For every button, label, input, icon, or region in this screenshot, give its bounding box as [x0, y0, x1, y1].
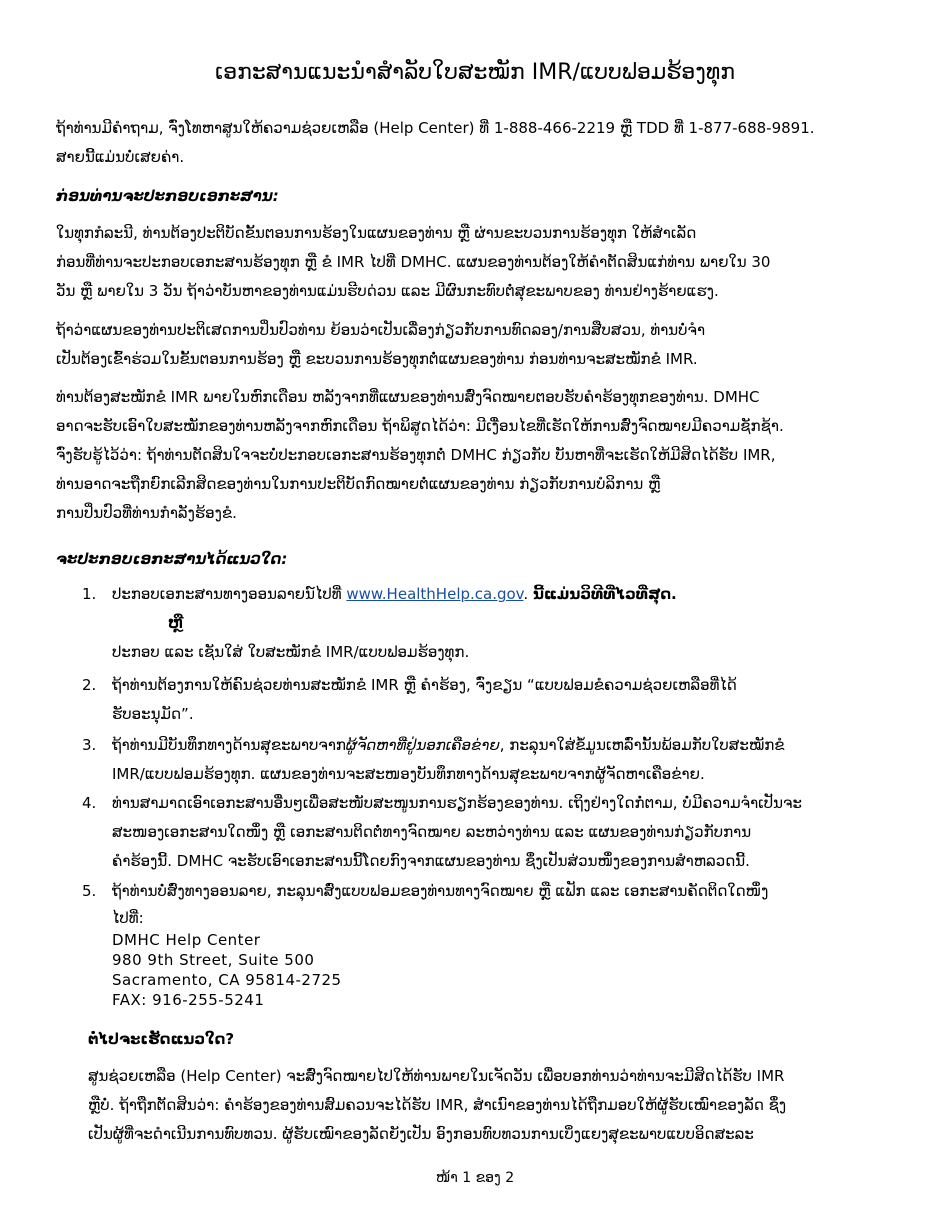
text-line: ທ່ານສາມາດເອົາເອກະສານອື່ນໆເພື່ອສະໜັບສະໜູນການຮຽກຮ້ອງຂອງທ່ານ. ເຖິງຢ່າງໃດກໍ່ຕາມ, ບໍ່ມີຄວາມຈຳເປັນຈະ [112, 794, 802, 812]
list-number: 4. [82, 794, 97, 812]
item1-or: ຫຼື [168, 614, 184, 632]
before-paragraph-2 [56, 316, 892, 374]
address-line: DMHC Help Center [112, 931, 261, 949]
list-item-3 [82, 731, 874, 789]
text-line: ສະໜອງເອກະສານໃດໜຶ່ງ ຫຼື ເອກະສານຕິດຕໍ່ທາງຈົດໝາຍ ລະຫວ່າງທ່ານ ແລະ ແຜນຂອງທ່ານກ່ຽວກັບການ [112, 823, 752, 841]
text-line: ຄຳຮ້ອງນີ້. DMHC ຈະຮັບເອົາເອກະສານນີ້ໂດຍກົງຈາກແຜນຂອງທ່ານ ຊຶ່ງເປັນສ່ວນໜຶ່ງຂອງການສຳຫລວດນີ້. [112, 852, 750, 870]
text-line: IMR/ແບບຟອມຮ້ອງທຸກ. ແຜນຂອງທ່ານຈະສະໜອງບັນທຶກທາງດ້ານສຸຂະພາບຈາກຜູ້ຈັດຫາເຄືອຂ່າຍ. [112, 765, 705, 783]
list-number: 2. [82, 676, 97, 694]
text-line: ເປັນຕ້ອງເຂົ້າຮ່ວມໃນຂັ້ນຕອນການຮ້ອງ ຫຼື ຂະບວນການຮ້ອງທຸກຕໍ່ແຜນຂອງທ່ານ ກ່ອນທ່ານຈະສະໝັກຂໍ IMR. [56, 350, 698, 368]
text-line: ທ່ານຕ້ອງສະໝັກຂໍ IMR ພາຍໃນຫົກເດືອນ ຫລັງຈາກທີ່ແຜນຂອງທ່ານສົ່ງຈົດໝາຍຕອບຮັບຄຳຮ້ອງທຸກຂອງທ່ານ. DMHC [56, 388, 760, 406]
list-item-2 [82, 671, 874, 729]
text-line: ອາດຈະຮັບເອົາໃບສະໝັກຂອງທ່ານຫລັງຈາກຫົກເດືອນ ຖ້າພິສູດໄດ້ວ່າ: ມີເງື່ອນໄຂທີ່ເຮັດໃຫ້ການສົ່ງຈົດໝາຍມີຄວາມຊັກຊ້າ. [56, 417, 784, 435]
text-line: ຖ້າທ່ານບໍ່ສົ່ງທາງອອນລາຍ, ກະລຸນາສົ່ງແບບຟອມຂອງທ່ານທາງຈົດໝາຍ ຫຼື ແຟັກ ແລະ ເອກະສານຄັດຕິດໃດໜຶ່ງ [112, 882, 769, 900]
list-number: 5. [82, 882, 97, 900]
address-block [112, 930, 874, 1010]
text-segment: ຖ້າທ່ານມີບັນທຶກທາງດ້ານສຸຂະພາບຈາກ [112, 736, 346, 754]
list-number: 3. [82, 736, 97, 754]
healthhelp-link[interactable]: www.HealthHelp.ca.gov [346, 585, 524, 603]
next-paragraph [88, 1062, 868, 1149]
text-line: ຈົ່ງຮັບຮູ້ໄວ້ວ່າ: ຖ້າທ່ານຕັດສິນໃຈຈະບໍ່ປະກອບເອກະສານຮ້ອງທຸກຕໍ່ DMHC ກ່ຽວກັບ ບັນຫາທີ່ຈະເຮັດໃຫ້ມີສິດໄດ້ຮັບ IMR, [56, 446, 776, 464]
intro-line: ສາຍນີ້ແມ່ນບໍ່ເສຍຄ່າ. [56, 148, 185, 166]
address-line: Sacramento, CA 95814-2725 [112, 971, 342, 989]
address-line: FAX: 916-255-5241 [112, 991, 265, 1009]
item1-bold-text: ນີ້ແມ່ນວິທີທີ່ໄວທີ່ສຸດ. [532, 585, 677, 603]
intro-paragraph [56, 114, 892, 172]
intro-line: ຖ້າທ່ານມີຄຳຖາມ, ຈົ່ງໂທຫາສູນໃຫ້ຄວາມຊ່ວຍເຫລືອ (Help Center) ທີ່ 1-888-466-2219 ຫຼື TDD ທີ່ 1-877-688-9891. [56, 119, 815, 137]
text-line: ຫຼືບໍ່. ຖ້າຖືກຕັດສິນວ່າ: ຄຳຮ້ອງຂອງທ່ານສົມຄວນຈະໄດ້ຮັບ IMR, ສຳເນົາຂອງທ່ານໄດ້ຖືກມອບໃຫ້ຜູ້ຮັບເໝົາຂອງລັດ ຊຶ່ງ [88, 1096, 787, 1114]
document-title: ເອກະສານແນະນຳສຳລັບໃບສະໝັກ IMR/ແບບຟອມຮ້ອງທຸກ [214, 60, 736, 85]
next-heading: ຕໍ່ໄປຈະເຮັດແນວໃດ? [88, 1030, 235, 1048]
item1-text-2: ປະກອບ ແລະ ເຊັນໃສ່ ໃບສະໝັກຂໍ IMR/ແບບຟອມຮ້ອງທຸກ. [112, 643, 470, 661]
text-line: ຖ້າວ່າແຜນຂອງທ່ານປະຕິເສດການປິ່ນປົວທ່ານ ຍ້ອນວ່າເປັນເລື່ອງກ່ຽວກັບການທົດລອງ/ການສືບສວນ, ທ່ານບໍ່ຈຳ [56, 321, 706, 339]
address-line: 980 9th Street, Suite 500 [112, 951, 315, 969]
text-segment: , ກະລຸນາໃສ່ຂໍ້ມູນເຫລົ່ານັ້ນພ້ອມກັບໃບສະໝັກຂໍ [499, 736, 785, 754]
list-item-4 [82, 789, 874, 876]
list-number: 1. [82, 585, 97, 603]
text-line: ທ່ານອາດຈະຖືກຍົກເລີກສິດຂອງທ່ານໃນການປະຕິບັດກົດໝາຍຕໍ່ແຜນຂອງທ່ານ ກ່ຽວກັບການບໍລິການ ຫຼື [56, 475, 661, 493]
italic-segment: ຜູ້ຈັດຫາທີ່ຢູ່ນອກເຄືອຂ່າຍ [346, 736, 500, 754]
how-heading: ຈະປະກອບເອກະສານໄດ້ແນວໃດ: [56, 550, 288, 568]
before-paragraph-3 [56, 383, 892, 528]
text-line: ການປິ່ນປົວທີ່ທ່ານກຳລັງຮ້ອງຂໍ. [56, 504, 237, 522]
text-line: ໄປທີ່: [112, 909, 144, 927]
list-item-5 [82, 877, 874, 1010]
text-line: ວັນ ຫຼື ພາຍໃນ 3 ວັນ ຖ້າວ່າບັນຫາຂອງທ່ານແມ່ນຮີບດ່ວນ ແລະ ມີຜົນກະທົບຕໍ່ສຸຂະພາບຂອງ ທ່ານຢ່າງຮ້າຍແຮງ. [56, 282, 719, 300]
text-line: ກ່ອນທີ່ທ່ານຈະປະກອບເອກະສານຮ້ອງທຸກ ຫຼື ຂໍ IMR ໄປທີ່ DMHC. ແຜນຂອງທ່ານຕ້ອງໃຫ້ຄຳຕັດສິນແກ່ທ່ານ ພາຍໃນ 30 [56, 253, 771, 271]
item1-text: ປະກອບເອກະສານທາງອອນລາຍນ໌ໄປທີ່ [112, 585, 342, 603]
text-line: ສູນຊ່ວຍເຫລືອ (Help Center) ຈະສົ່ງຈົດໝາຍໄປໃຫ້ທ່ານພາຍໃນເຈັດວັນ ເພື່ອບອກທ່ານວ່າທ່ານຈະມີສິດໄດ້ຮັບ IMR [88, 1067, 785, 1085]
text-line: ຮັບອະນຸມັດ”. [112, 705, 194, 723]
text-line: ຖ້າທ່ານຕ້ອງການໃຫ້ຄົນຊ່ວຍທ່ານສະໝັກຂໍ IMR ຫຼື ຄຳຮ້ອງ, ຈົ່ງຂຽນ “ແບບຟອມຂໍຄວາມຊ່ວຍເຫລືອທີ່ໄດ້ [112, 676, 737, 694]
before-paragraph-1 [56, 219, 892, 306]
text-line: ໃນທຸກກໍລະນີ, ທ່ານຕ້ອງປະຕິບັດຂັ້ນຕອນການຮ້ອງໃນແຜນຂອງທ່ານ ຫຼື ຜ່ານຂະບວນການຮ້ອງທຸກ ໃຫ້ສຳເລັດ [56, 224, 697, 242]
page-number: ໜ້າ 1 ຂອງ 2 [435, 1170, 515, 1186]
text-line: ເປັນຜູ້ທີ່ຈະດຳເນີນການທົບທວນ. ຜູ້ຮັບເໝົາຂອງລັດຍັງເປັນ ອົງກອນທົບທວນການເບິ່ງແຍງສຸຂະພາບແບບອິດສະລະ [88, 1125, 754, 1143]
list-item-1: 1. ປະກອບເອກະສານທາງອອນລາຍນ໌ໄປທີ່ www.HealthHelp.ca.gov. ນີ້ແມ່ນວິທີທີ່ໄວທີ່ສຸດ. ຫຼື ປະກອບ ແລະ ເຊັນໃສ່ ໃບສະໝັກຂໍ IMR/ແບບຟອມຮ້ອງທຸກ. [82, 580, 874, 667]
before-heading: ກ່ອນທ່ານຈະປະກອບເອກະສານ: [56, 187, 279, 205]
